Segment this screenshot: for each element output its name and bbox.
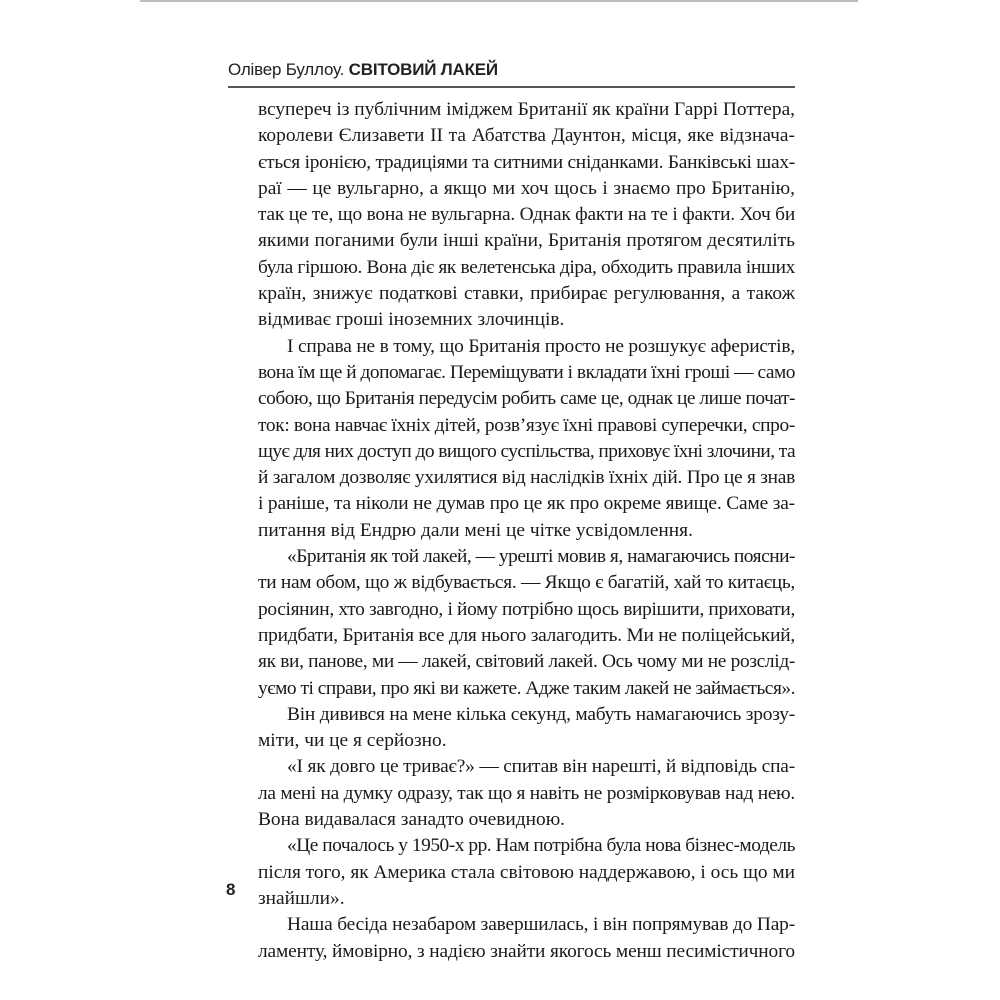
body-line: ла мені на думку одразу, так що я навіть не розмірковував над нею. xyxy=(258,782,795,804)
body-line: як ви, панове, ми — лакей, світовий лакей. Ось чому ми не розслід- xyxy=(258,651,795,673)
body-line: знайшли». xyxy=(258,887,345,909)
body-line: міти, чи це я серйозно. xyxy=(258,730,447,752)
body-line: уємо ті справи, про які ви кажете. Адже таким лакей не займається». xyxy=(258,677,795,699)
body-line: країн, знижує податкові ставки, прибирає регулювання, а також xyxy=(258,283,795,305)
body-line: питання від Ендрю дали мені це чітке усвідомлення. xyxy=(258,519,693,541)
body-line: відмиває гроші іноземних злочинців. xyxy=(258,309,565,331)
body-line: Наша бесіда незабаром завершилась, і він попрямував до Пар- xyxy=(287,914,795,936)
body-line: щує для них доступ до вищого суспільства, приховує їхні злочини, та xyxy=(258,440,795,462)
body-line: й загалом дозволяє ухилятися від наслідків їхніх дій. Про це я знав xyxy=(258,467,795,489)
body-line: всупереч із публічним іміджем Британії як країни Гаррі Поттера, xyxy=(258,99,795,120)
page-number: 8 xyxy=(226,880,236,899)
body-line: ламенту, ймовірно, з надією знайти якогось менш песимістичного xyxy=(258,940,795,962)
body-line: вона їм ще й допомагає. Переміщувати і вкладати їхні гроші — само xyxy=(258,361,795,383)
body-line: «І як довго це триває?» — спитав він нарешті, й відповідь спа- xyxy=(287,756,795,778)
body-line: після того, як Америка стала світовою наддержавою, і ось що ми xyxy=(258,861,795,883)
body-line: якими поганими були інші країни, Британія протягом десятиліть xyxy=(258,230,795,252)
header-divider xyxy=(228,86,795,88)
body-line: Він дивився на мене кілька секунд, мабуть намагаючись зрозу- xyxy=(287,703,795,725)
top-rule xyxy=(140,0,858,2)
body-line: Вона видавалася занадто очевидною. xyxy=(258,809,566,831)
body-line: ти нам обом, що ж відбувається. — Якщо є багатій, хай то китаєць, xyxy=(258,572,795,594)
body-line: ється іронією, традиціями та ситними сніданками. Банківські шах- xyxy=(258,151,795,173)
body-line: раї — це вульгарно, а якщо ми хоч щось і знаємо про Британію, xyxy=(258,177,795,199)
body-line: була гіршою. Вона діє як велетенська діра, обходить правила інших xyxy=(258,256,795,278)
body-line: І справа не в тому, що Британія просто не розшукує аферистів, xyxy=(287,335,795,357)
body-line: росіянин, хто завгодно, і йому потрібно щось вирішити, приховати, xyxy=(258,598,795,620)
body-line: і раніше, та ніколи не думав про це як про окреме явище. Саме за- xyxy=(258,493,795,515)
body-text xyxy=(258,97,795,965)
body-line: ток: вона навчає їхніх дітей, розв’язує їхні правові суперечки, спро- xyxy=(258,414,795,436)
body-line: собою, що Британія передусім робить саме це, однак це лише почат- xyxy=(258,388,795,410)
body-line: королеви Єлизавети II та Абатства Даунтон, місця, яке відзнача- xyxy=(258,125,795,147)
body-line: так це те, що вона не вульгарна. Однак факти на те і факти. Хоч би xyxy=(258,204,795,226)
body-line: придбати, Британія все для нього залагодить. Ми не поліцейський, xyxy=(258,624,795,646)
running-head-author: Олівер Буллоу. xyxy=(228,60,345,79)
running-head xyxy=(228,60,498,80)
body-line: «Британія як той лакей, — урешті мовив я, намагаючись поясни- xyxy=(287,546,795,568)
running-head-title: СВІТОВИЙ ЛАКЕЙ xyxy=(348,60,498,79)
body-line: «Це почалось у 1950-х рр. Нам потрібна була нова бізнес-модель xyxy=(287,835,795,857)
